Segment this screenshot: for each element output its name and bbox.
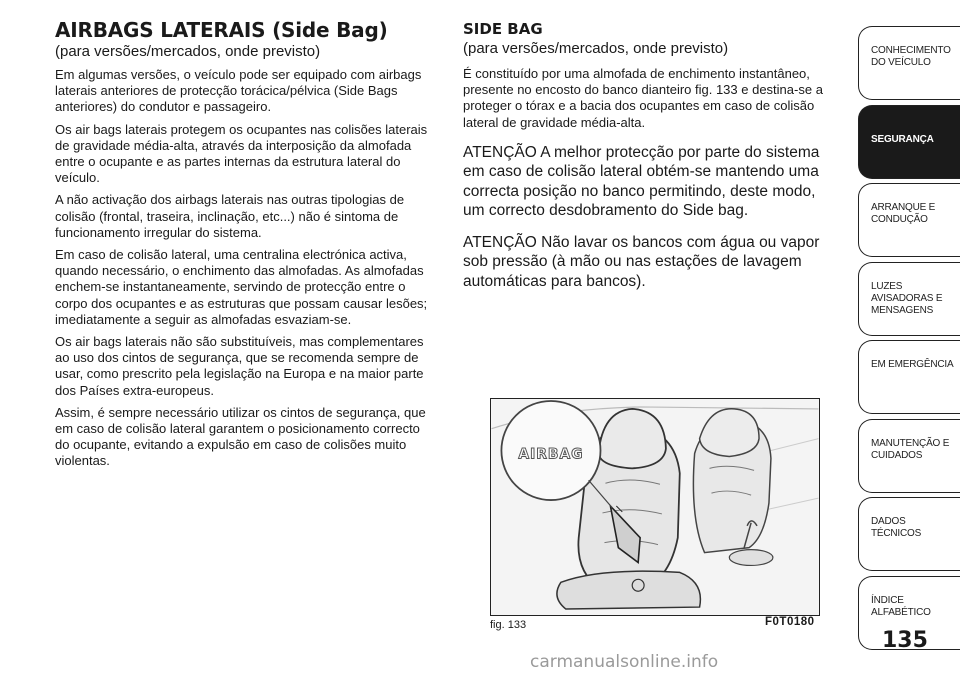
warning-text: ATENÇÃO A melhor protecção por parte do sistema em caso de colisão lateral obtém-se mantendo uma correcta posição no banco permitindo, deste modo, um correcto desdobramento do Side bag. bbox=[463, 143, 820, 220]
tab-emergencia[interactable] bbox=[858, 340, 960, 414]
tab-label: LUZES AVISADORAS E MENSAGENS bbox=[871, 280, 943, 316]
side-bag-subtitle: (para versões/mercados, onde previsto) bbox=[463, 40, 729, 57]
paragraph: A não activação dos airbags laterais nas outras tipologias de colisão (frontal, traseira, inclinação, etc...) não é sintoma de funcionamento irregular do sistema. bbox=[55, 192, 405, 240]
tab-label: DADOS TÉCNICOS bbox=[871, 516, 922, 539]
paragraph: Os air bags laterais protegem os ocupantes nas colisões laterais de gravidade média-alta, através da interposição da almofada entre o ocupante e as partes internas da estrutura lateral do veículo. bbox=[55, 121, 428, 186]
warning-text: ATENÇÃO Não lavar os bancos com água ou vapor sob pressão (à mão ou nas estações de lavagem automáticas para bancos). bbox=[463, 233, 820, 290]
tab-dados-tecnicos[interactable] bbox=[858, 497, 960, 571]
paragraph: Os air bags laterais não são substituíveis, mas complementares ao uso dos cintos de segurança, que se recomenda sempre de usar, como prescrito pela legislação na Europa e na maior parte dos Países extra-europeus. bbox=[55, 334, 424, 398]
tab-label: ÍNDICE ALFABÉTICO bbox=[871, 594, 931, 618]
watermark: carmanualsonline.info bbox=[530, 652, 719, 672]
tab-label: CONHECIMENTO DO VEÍCULO bbox=[871, 45, 951, 68]
tab-label: ARRANQUE E CONDUÇÃO bbox=[871, 202, 936, 225]
tab-manutencao[interactable] bbox=[858, 419, 960, 493]
page-number: 135 bbox=[882, 628, 928, 653]
tab-conhecimento[interactable] bbox=[858, 26, 960, 100]
paragraph: Assim, é sempre necessário utilizar os cintos de segurança, que em caso de colisão lateral garantem o posicionamento correcto do ocupante, evitando a expulsão em caso de colisões muito violentas. bbox=[55, 404, 426, 469]
tab-arranque[interactable] bbox=[858, 183, 960, 257]
right-column bbox=[463, 20, 823, 303]
section-title: AIRBAGS LATERAIS (Side Bag) bbox=[55, 18, 388, 42]
figure-caption: fig. 133 bbox=[490, 619, 527, 631]
figure-code: F0T0180 bbox=[765, 616, 815, 628]
seat-airbag-figure bbox=[490, 398, 820, 616]
tab-seguranca[interactable] bbox=[858, 105, 960, 179]
side-bag-title: SIDE BAG bbox=[463, 20, 543, 38]
section-subtitle: (para versões/mercados, onde previsto) bbox=[55, 43, 321, 60]
paragraph: Em caso de colisão lateral, uma centralina electrónica activa, quando necessário, o enchimento das almofadas. As almofadas enchem-se instantaneamente, servindo de protecção entre o corpo dos ocupantes e as estruturas que possam causar lesões; imediatamente a seguir as almofadas esvaziam-se. bbox=[55, 247, 428, 327]
airbag-label: AIRBAG bbox=[518, 446, 584, 463]
chapter-tabs bbox=[858, 26, 960, 654]
tab-label: MANUTENÇÃO E CUIDADOS bbox=[871, 437, 950, 461]
left-column bbox=[55, 18, 435, 476]
tab-label: SEGURANÇA bbox=[871, 133, 934, 145]
paragraph: Em algumas versões, o veículo pode ser equipado com airbags laterais anteriores de protecção torácica/pélvica (Side Bags anteriores) do condutor e passageiro. bbox=[55, 67, 422, 115]
side-bag-description: É constituído por uma almofada de enchimento instantâneo, presente no encosto do banco dianteiro fig. 133 e destina-se a proteger o tórax e a bacia dos ocupantes em caso de colisão lateral de gravidade média-alta. bbox=[463, 66, 823, 130]
seat-illustration bbox=[491, 399, 819, 615]
tab-luzes[interactable] bbox=[858, 262, 960, 336]
tab-label: EM EMERGÊNCIA bbox=[871, 359, 954, 370]
